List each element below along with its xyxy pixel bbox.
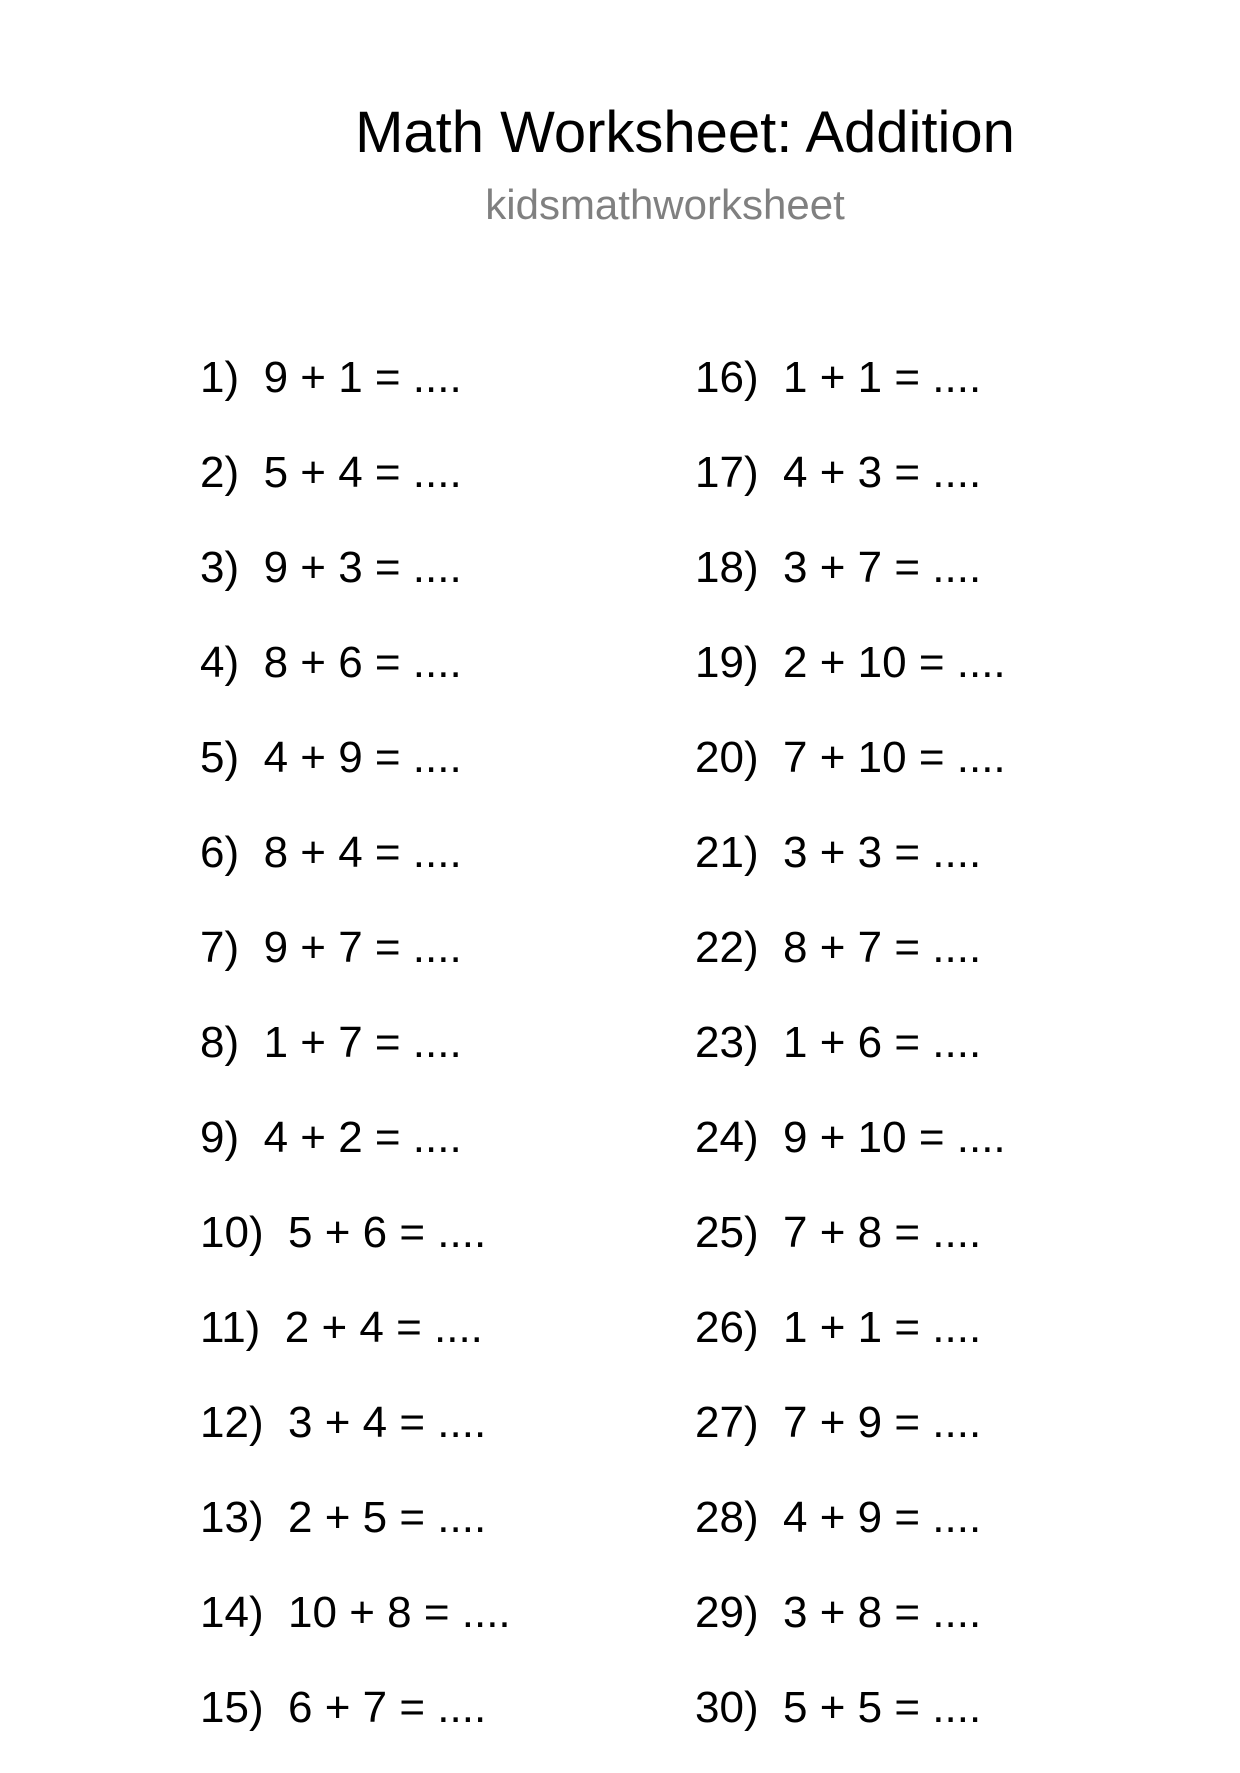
problem-item: 22) 8 + 7 = .... (695, 923, 982, 972)
problem-item: 6) 8 + 4 = .... (200, 828, 462, 877)
problem-item: 5) 4 + 9 = .... (200, 733, 462, 782)
problem-item: 3) 9 + 3 = .... (200, 543, 462, 592)
problem-item: 14) 10 + 8 = .... (200, 1588, 511, 1637)
problem-item: 24) 9 + 10 = .... (695, 1113, 1006, 1162)
problem-item: 9) 4 + 2 = .... (200, 1113, 462, 1162)
problem-item: 11) 2 + 4 = .... (200, 1303, 483, 1352)
problem-item: 27) 7 + 9 = .... (695, 1398, 982, 1447)
problem-item: 26) 1 + 1 = .... (695, 1303, 982, 1352)
problem-item: 15) 6 + 7 = .... (200, 1683, 487, 1732)
problem-item: 23) 1 + 6 = .... (695, 1018, 982, 1067)
problem-item: 7) 9 + 7 = .... (200, 923, 462, 972)
problem-item: 30) 5 + 5 = .... (695, 1683, 982, 1732)
problem-item: 29) 3 + 8 = .... (695, 1588, 982, 1637)
problems-column-right (695, 348, 1006, 1773)
problem-item: 20) 7 + 10 = .... (695, 733, 1006, 782)
problem-item: 1) 9 + 1 = .... (200, 353, 462, 402)
page-subtitle: kidsmathworksheet (485, 181, 845, 228)
problem-item: 2) 5 + 4 = .... (200, 448, 462, 497)
problem-item: 10) 5 + 6 = .... (200, 1208, 487, 1257)
problem-item: 13) 2 + 5 = .... (200, 1493, 487, 1542)
problem-item: 28) 4 + 9 = .... (695, 1493, 982, 1542)
problem-item: 21) 3 + 3 = .... (695, 828, 982, 877)
problem-item: 4) 8 + 6 = .... (200, 638, 462, 687)
problem-item: 16) 1 + 1 = .... (695, 353, 982, 402)
page-title: Math Worksheet: Addition (355, 100, 1015, 165)
problem-item: 19) 2 + 10 = .... (695, 638, 1006, 687)
problems-column-left (200, 348, 511, 1773)
problem-item: 18) 3 + 7 = .... (695, 543, 982, 592)
problem-item: 12) 3 + 4 = .... (200, 1398, 487, 1447)
problem-item: 17) 4 + 3 = .... (695, 448, 982, 497)
problem-item: 8) 1 + 7 = .... (200, 1018, 462, 1067)
problem-item: 25) 7 + 8 = .... (695, 1208, 982, 1257)
